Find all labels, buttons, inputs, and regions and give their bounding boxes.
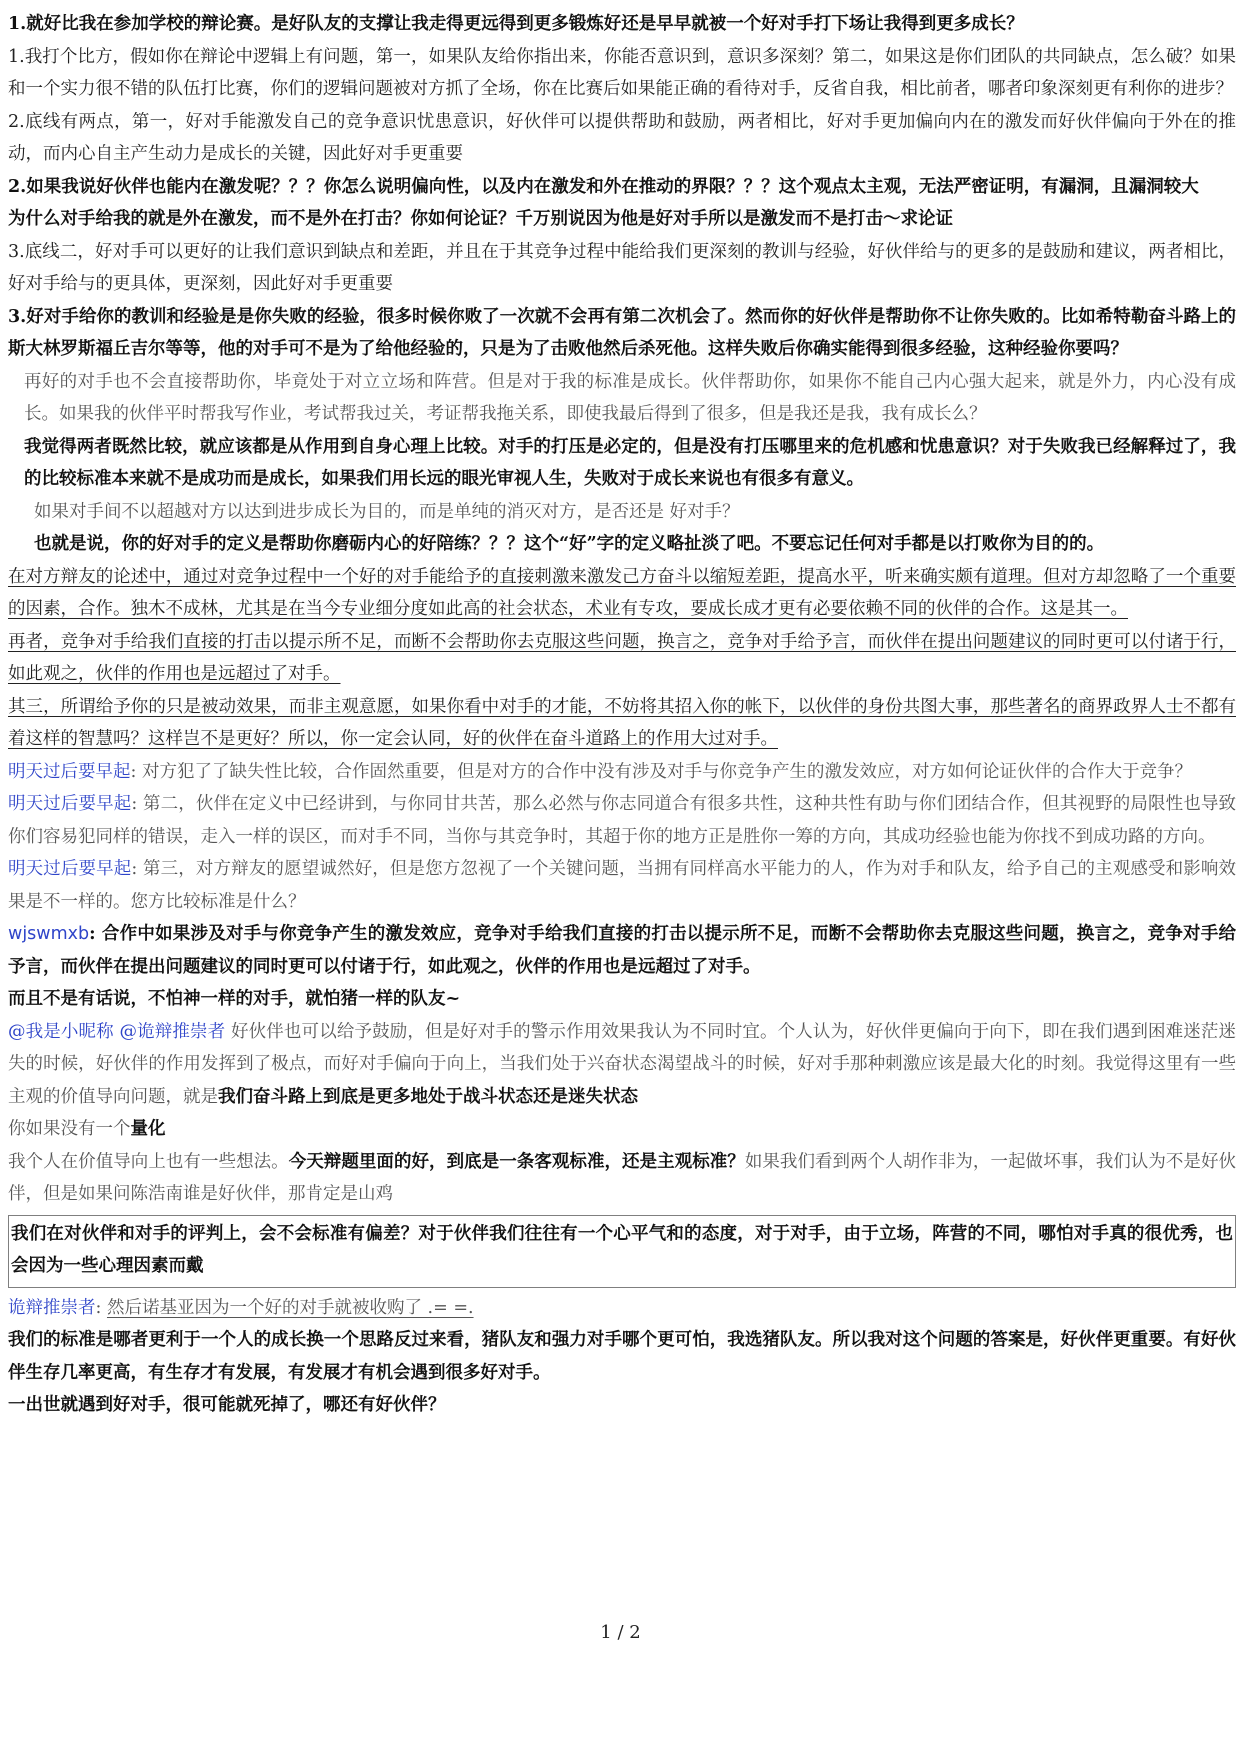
paragraph-22 <box>8 1146 1236 1211</box>
paragraph-text: 我个人在价值导向上也有一些想法。 <box>8 1151 289 1172</box>
paragraph-12: 在对方辩友的论述中，通过对竞争过程中一个好的对手能给予的直接刺激来激发己方奋斗以缩短差距，提高水平，听来确实颇有道理。但对方却忽略了一个重要的因素，合作。独木不成林，尤其是在当今专业细分度如此高的社会状态，术业有专攻，要成长成才更有必要依赖不同的伙伴的合作。这是其一。 <box>8 566 1236 619</box>
paragraph-26: 一出世就遇到好对手，很可能就死掉了，哪还有好伙伴？ <box>8 1395 446 1415</box>
comment-16 <box>8 788 1236 853</box>
paragraph-11: 也就是说，你的好对手的定义是帮助你磨砺内心的好陪练？？？这个“好”字的定义略扯淡了吧。不要忘记任何对手都是以打败你为目的的。 <box>34 534 1105 554</box>
paragraph-text: 如果我们看到两个人胡作非为，一起做坏事，我们认为不是好伙伴，但是如果问陈浩南谁是好伙伴，那肯定是山鸡 <box>8 1151 1237 1204</box>
page-number: 1 / 2 <box>600 1622 641 1643</box>
paragraph-14: 其三，所谓给予你的只是被动效果，而非主观意愿，如果你看中对手的才能，不妨将其招入你的帐下，以伙伴的身份共图大事，那些著名的商界政界人士不都有着这样的智慧吗？这样岂不是更好？所以，你一定会认同，好的伙伴在奋斗道路上的作用大过对手。 <box>8 696 1236 749</box>
paragraph-21 <box>8 1113 1236 1146</box>
comment-bold-text: 我们奋斗路上到底是更多地处于战斗状态还是迷失状态 <box>218 1086 638 1107</box>
paragraph-9: 我觉得两者既然比较，就应该都是从作用到自身心理上比较。对手的打压是必定的，但是没有打压哪里来的危机感和忧患意识？对于失败我已经解释过了，我的比较标准本来就不是成功而是成长，如果我们用长远的眼光审视人生，失败对于成长来说也有很多有意义。 <box>24 436 1236 489</box>
username-link[interactable]: wjswmxb <box>8 924 90 944</box>
comment-text: : 合作中如果涉及对手与你竞争产生的激发效应，竞争对手给我们直接的打击以提示所不足，而断不会帮助你去克服这些问题，换言之，竞争对手给予言，而伙伴在提出问题建议的同时更可以付诸于行，如此观之，伙伴的作用也是远超过了对手。 <box>8 924 1236 977</box>
paragraph-text: 你如果没有一个 <box>8 1119 131 1139</box>
paragraph-4: 2.如果我说好伙伴也能内在激发呢？？？你怎么说明偏向性，以及内在激发和外在推动的界限？？？这个观点太主观，无法严密证明，有漏洞，且漏洞较大 <box>8 176 1199 197</box>
paragraph-8: 再好的对手也不会直接帮助你，毕竟处于对立立场和阵营。但是对于我的标准是成长。伙伴帮助你，如果你不能自己内心强大起来，就是外力，内心没有成长。如果我的伙伴平时帮我写作业，考试帮我过关，考证帮我拖关系，即使我最后得到了很多，但是我还是我，我有成长么？ <box>24 371 1236 424</box>
username-link[interactable]: 明天过后要早起 <box>8 761 131 782</box>
paragraph-6: 3.底线二，好对手可以更好的让我们意识到缺点和差距，并且在于其竞争过程中能给我们更深刻的教训与经验，好伙伴给与的更多的是鼓励和建议，两者相比，好对手给与的更具体，更深刻，因此好对手更重要 <box>8 241 1236 294</box>
comment-colon: : <box>95 1297 107 1318</box>
mention-link[interactable]: @我是小昵称 <box>8 1021 114 1042</box>
paragraph-3: 2.底线有两点，第一，好对手能激发自己的竞争意识忧患意识，好伙伴可以提供帮助和鼓励，两者相比，好对手更加偏向内在的激发而好伙伴偏向于外在的推动，而内心自主产生动力是成长的关键，因此好对手更重要 <box>8 111 1236 164</box>
comment-text: : 第三，对方辩友的愿望诚然好，但是您方忽视了一个关键问题，当拥有同样高水平能力的人，作为对手和队友，给予自己的主观感受和影响效果是不一样的。您方比较标准是什么？ <box>8 859 1236 912</box>
paragraph-bold-text: 今天辩题里面的好，到底是一条客观标准，还是主观标准？ <box>288 1151 745 1172</box>
comment-18 <box>8 918 1236 983</box>
comment-text: : 对方犯了了缺失性比较，合作固然重要，但是对方的合作中没有涉及对手与你竞争产生的激发效应，对方如何论证伙伴的合作大于竞争？ <box>130 761 1192 782</box>
comment-24 <box>8 1292 1236 1325</box>
comment-17 <box>8 853 1236 918</box>
comment-text: 好伙伴也可以给予鼓励，但是好对手的警示作用效果我认为不同时宜。个人认为，好伙伴更偏向于向下，即在我们遇到困难迷茫迷失的时候，好伙伴的作用发挥到了极点，而好对手偏向于向上，当我们处于兴奋状态渴望战斗的时候，好对手那种刺激应该是最大化的时刻。我觉得这里有一些主观的价值导向问题，就是 <box>8 1021 1237 1107</box>
username-link[interactable]: 明天过后要早起 <box>8 859 132 879</box>
quoted-box <box>8 1215 1236 1288</box>
paragraph-25: 我们的标准是哪者更利于一个人的成长换一个思路反过来看，猪队友和强力对手哪个更可怕，我选猪队友。所以我对这个问题的答案是，好伙伴更重要。有好伙伴生存几率更高，有生存才有发展，有发展才有机会遇到很多好对手。 <box>8 1330 1236 1383</box>
paragraph-5: 为什么对手给我的就是外在激发，而不是外在打击？你如何论证？千万别说因为他是好对手所以是激发而不是打击～求论证 <box>8 209 953 229</box>
paragraph-7: 3.好对手给你的教训和经验是是你失败的经验，很多时候你败了一次就不会再有第二次机会了。然而你的好伙伴是帮助你不让你失败的。比如希特勒奋斗路上的斯大林罗斯福丘吉尔等等，他的对手可不是为了给他经验的，只是为了击败他然后杀死他。这样失败后你确实能得到很多经验，这种经验你要吗？ <box>8 306 1236 359</box>
paragraph-1: 1.就好比我在参加学校的辩论赛。是好队友的支撑让我走得更远得到更多锻炼好还是早早就被一个好对手打下场让我得到更多成长？ <box>8 14 1024 34</box>
comment-text: : 第二，伙伴在定义中已经讲到，与你同甘共苦，那么必然与你志同道合有很多共性，这种共性有助与你们团结合作，但其视野的局限性也导致你们容易犯同样的错误，走入一样的误区，而对手不同，当你与其竞争时，其超于你的地方正是胜你一筹的方向，其成功经验也能为你找不到成功路的方向。 <box>8 794 1236 847</box>
username-link[interactable]: 明天过后要早起 <box>8 794 132 814</box>
comment-text: 然后诺基亚因为一个好的对手就被收购了 .= =. <box>106 1297 474 1318</box>
paragraph-bold-text: 量化 <box>130 1119 166 1139</box>
comment-15 <box>8 756 1236 789</box>
comment-20 <box>8 1016 1236 1114</box>
paragraph-23: 我们在对伙伴和对手的评判上，会不会标准有偏差？对于伙伴我们往往有一个心平气和的态度，对于对手，由于立场，阵营的不同，哪怕对手真的很优秀，也会因为一些心理因素而戴 <box>11 1223 1233 1276</box>
username-link[interactable]: 诡辩推崇者 <box>8 1297 96 1318</box>
paragraph-13: 再者，竞争对手给我们直接的打击以提示所不足，而断不会帮助你去克服这些问题，换言之，竞争对手给予言，而伙伴在提出问题建议的同时更可以付诸于行，如此观之，伙伴的作用也是远超过了对手。 <box>8 631 1236 684</box>
paragraph-10: 如果对手间不以超越对方以达到进步成长为目的，而是单纯的消灭对方，是否还是 好对手？ <box>34 501 740 522</box>
paragraph-2: 1.我打个比方，假如你在辩论中逻辑上有问题，第一，如果队友给你指出来，你能否意识到，意识多深刻？第二，如果这是你们团队的共同缺点，怎么破？如果和一个实力很不错的队伍打比赛，你们的逻辑问题被对方抓了全场，你在比赛后如果能正确的看待对手，反省自我，相比前者，哪者印象深刻更有利你的进步？ <box>8 46 1236 99</box>
paragraph-19: 而且不是有话说，不怕神一样的对手，就怕猪一样的队友~ <box>8 989 461 1009</box>
mention-link[interactable]: @诡辩推崇者 <box>119 1021 226 1042</box>
document-body <box>8 8 1236 1422</box>
